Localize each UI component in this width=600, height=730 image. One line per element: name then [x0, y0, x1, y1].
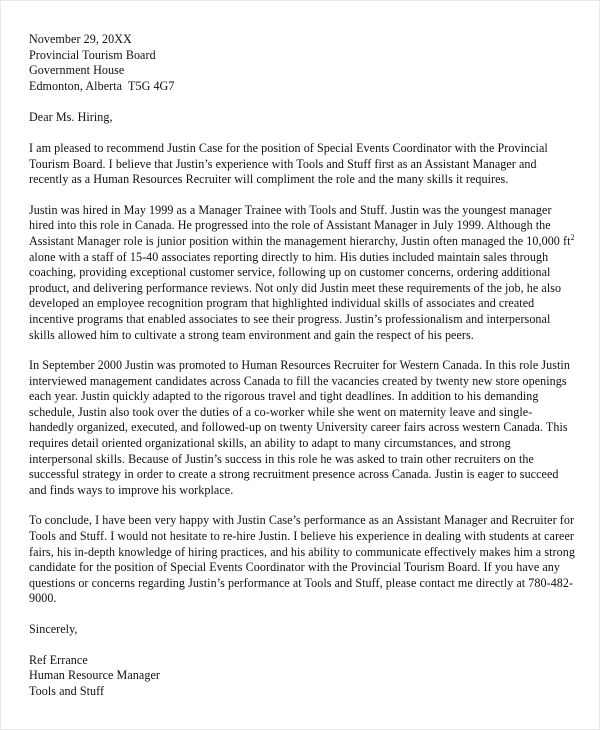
- salutation: Dear Ms. Hiring,: [29, 110, 113, 125]
- signature-block: [29, 653, 575, 700]
- letterhead-address: [29, 32, 575, 94]
- square-feet-superscript: 2: [570, 232, 575, 242]
- letter-body: [29, 32, 575, 699]
- signer-title: Human Resource Manager: [29, 668, 160, 683]
- paragraph-recruiter-role: In September 2000 Justin was promoted to Human Resources Recruiter for Western Canada. In this role Justin interviewed management candidates across Canada to fill the vacancies created by twenty new store openings each year. Justin quickly adapted to the rigorous travel and tight deadlines. In addition to his demanding schedule, Justin also took over the duties of a co-worker while she went on maternity leave and single-handedly organized, executed, and followed-up on twenty University career fairs across western Canada. This requires detail oriented organizational skills, an ability to adapt to many circumstances, and strong interpersonal skills. Because of Justin’s success in this role he was asked to train other recruiters on the successful strategy in order to create a strong recruitment presence across Canada. Justin is eager to succeed and finds ways to improve his workplace.: [29, 358, 570, 497]
- letter-date: November 29, 20XX: [29, 32, 132, 46]
- recipient-organization: Provincial Tourism Board: [29, 47, 156, 62]
- signer-name: Ref Errance: [29, 652, 88, 667]
- signer-company: Tools and Stuff: [29, 683, 105, 698]
- paragraph-2-text-before: Justin was hired in May 1999 as a Manager Trainee with Tools and Stuff. Justin was the youngest manager hired into this role in Canada. He progressed into the role of Assistant Manager in July 1999. Although the Assistant Manager role is junior position within the management hierarchy, Justin often managed the 10,000 ft: [29, 202, 571, 248]
- recipient-city-postal: Edmonton, Alberta T5G 4G7: [29, 78, 175, 93]
- paragraph-2-text-after: alone with a staff of 15-40 associates reporting directly to him. His duties included maintain sales through coaching, providing exceptional customer service, following up on customer concerns, ordering additional product, and delivering performance reviews. Not only did Justin meet these requirements of the job, he also developed an employee recognition program that highlighted individual skills of associates and created incentive programs that enabled associates to see their progress. Justin’s professionalism and interpersonal skills allowed him to cultivate a strong team environment and gain the respect of his peers.: [29, 249, 562, 342]
- paragraph-assistant-manager: [29, 203, 575, 343]
- paragraph-conclusion: To conclude, I have been very happy with Justin Case’s performance as an Assistant Manager and Recruiter for Tools and Stuff. I would not hesitate to re-hire Justin. I believe his experience in dealing with students at career fairs, his in-depth knowledge of hiring practices, and his ability to communicate effectively makes him a strong candidate for the position of Special Events Coordinator with the Provincial Tourism Board. If you have any questions or concerns regarding Justin’s performance at Tools and Stuff, please contact me directly at 780-482-9000.: [29, 513, 575, 606]
- paragraph-intro: I am pleased to recommend Justin Case for the position of Special Events Coordinator with the Provincial Tourism Board. I believe that Justin’s experience with Tools and Stuff first as an Assistant Manager and recently as a Human Resources Recruiter will compliment the role and the many skills it requires.: [29, 140, 548, 187]
- recipient-building: Government House: [29, 63, 125, 78]
- closing-salutation: Sincerely,: [29, 622, 78, 636]
